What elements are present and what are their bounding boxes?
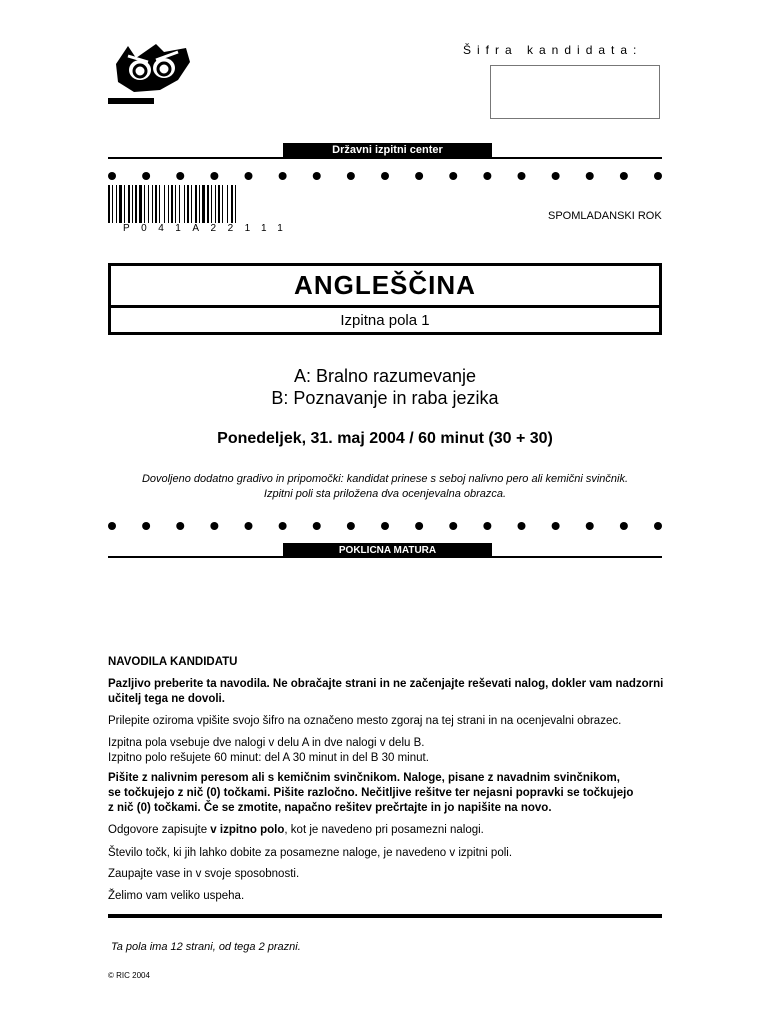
instruction-answers [108, 823, 668, 838]
dot [449, 522, 457, 530]
barcode-bar [187, 185, 189, 223]
barcode-number: P041A22111 [123, 223, 295, 234]
barcode-bar [108, 185, 110, 223]
barcode-bar [128, 185, 130, 223]
instruction-structure [108, 736, 668, 766]
instruction-good-luck: Želimo vam veliko uspeha. [108, 890, 245, 902]
top-divider [108, 157, 662, 159]
copyright: © RIC 2004 [108, 971, 150, 980]
barcode-icon [108, 185, 306, 223]
barcode-bar [211, 185, 212, 223]
barcode-bar [139, 185, 142, 223]
dot [347, 172, 355, 180]
instruction-writing [108, 771, 668, 816]
barcode-bar [112, 185, 113, 223]
middle-divider [108, 556, 662, 558]
barcode-bar [202, 185, 205, 223]
dot [654, 172, 662, 180]
part-b-title: B: Poznavanje in raba jezika [271, 388, 499, 408]
dot [654, 522, 662, 530]
instruction-structure-line-1: Izpitna pola vsebuje dve nalogi v delu A in dve nalogi v delu B. [108, 737, 425, 749]
dot [210, 522, 218, 530]
barcode-bar [171, 185, 173, 223]
dot [620, 522, 628, 530]
instruction-writing-line-1: Pišite z nalivnim peresom ali s kemičnim svinčnikom. Naloge, pisane z navadnim svinčnikom, [108, 772, 620, 784]
dot [620, 172, 628, 180]
dot [142, 522, 150, 530]
barcode-bar [132, 185, 133, 223]
instruction-code: Prilepite oziroma vpišite svojo šifro na označeno mesto zgoraj na tej strani in na ocenjevalni obrazec. [108, 715, 622, 727]
barcode-bar [199, 185, 200, 223]
dot [483, 172, 491, 180]
barcode-bar [148, 185, 149, 223]
barcode-bar [159, 185, 160, 223]
dot [586, 172, 594, 180]
candidate-code-label: Šifra kandidata: [463, 43, 643, 57]
barcode-bar [144, 185, 145, 223]
candidate-code-field[interactable] [490, 65, 660, 119]
barcode-bar [168, 185, 169, 223]
instruction-read-carefully: Pazljivo preberite ta navodila. Ne obračajte strani in ne začenjajte reševati nalog, dokler vam nadzorni učitelj tega ne dovoli. [108, 678, 664, 705]
dot [279, 522, 287, 530]
barcode-bar [175, 185, 176, 223]
instruction-writing-line-3: z nič (0) točkami. Če se zmotite, napačno rešitev prečrtajte in jo napišite na novo. [108, 802, 552, 814]
instruction-answers-post: , kot je navedeno pri posamezni nalogi. [284, 824, 484, 836]
subject-title: ANGLEŠČINA [294, 270, 476, 300]
title-separator [108, 305, 662, 308]
dot [552, 522, 560, 530]
barcode-bar [191, 185, 192, 223]
barcode-bar [215, 185, 216, 223]
barcode-bar [218, 185, 220, 223]
instruction-structure-line-2: Izpitno polo rešujete 60 minut: del A 30 minut in del B 30 minut. [108, 752, 429, 764]
barcode-bar [164, 185, 165, 223]
barcode-bar [119, 185, 122, 223]
instruction-answers-bold: v izpitno polo [210, 824, 285, 836]
dot [142, 172, 150, 180]
barcode-bar [184, 185, 185, 223]
allowed-materials: Dovoljeno dodatno gradivo in pripomočki: kandidat prinese s seboj nalivno pero ali kemični svinčnik. [141, 473, 629, 485]
dot [313, 172, 321, 180]
barcode-bar [135, 185, 137, 223]
barcode-bar [152, 185, 153, 223]
dot [347, 522, 355, 530]
dot [245, 522, 253, 530]
barcode-bar [235, 185, 236, 223]
dot [245, 172, 253, 180]
dot-row-top [108, 171, 662, 181]
exam-date-duration: Ponedeljek, 31. maj 2004 / 60 minut (30 + 30) [217, 430, 553, 447]
dot [415, 522, 423, 530]
dot [313, 522, 321, 530]
attached-forms-note: Izpitni poli sta priložena dva ocenjevalna obrazca. [263, 488, 507, 500]
barcode-bar [124, 185, 125, 223]
dot [586, 522, 594, 530]
dot [108, 172, 116, 180]
barcode-bar [195, 185, 197, 223]
dot [108, 522, 116, 530]
dot-row-middle [108, 521, 662, 531]
owl-logo-icon [108, 40, 194, 104]
dot [415, 172, 423, 180]
dot [518, 522, 526, 530]
dot [483, 522, 491, 530]
part-a-title: A: Bralno razumevanje [293, 366, 477, 386]
exam-session: SPOMLADANSKI ROK [548, 210, 662, 222]
instruction-answers-pre: Odgovore zapisujte [108, 824, 211, 836]
exam-type-bar: POKLICNA MATURA [283, 543, 492, 558]
dot [449, 172, 457, 180]
page-count-note: Ta pola ima 12 strani, od tega 2 prazni. [111, 941, 301, 953]
dot [552, 172, 560, 180]
dot [176, 172, 184, 180]
barcode-bar [116, 185, 117, 223]
barcode-bar [231, 185, 233, 223]
dot [176, 522, 184, 530]
center-name-bar: Državni izpitni center [283, 143, 492, 158]
barcode-bar [207, 185, 209, 223]
dot [279, 172, 287, 180]
barcode-bar [155, 185, 157, 223]
instruction-confidence: Zaupajte vase in v svoje sposobnosti. [108, 868, 300, 880]
dot [210, 172, 218, 180]
bottom-divider [108, 914, 662, 918]
barcode-bar [222, 185, 223, 223]
instruction-writing-line-2: se točkujejo z nič (0) točkami. Pišite razločno. Nečitljive rešitve ter nejasni popravki se točkujejo [108, 787, 634, 799]
barcode-bar [227, 185, 228, 223]
exam-paper-label: Izpitna pola 1 [340, 312, 430, 329]
dot [518, 172, 526, 180]
instruction-points: Število točk, ki jih lahko dobite za posamezne naloge, je navedeno v izpitni poli. [108, 847, 513, 859]
dot [381, 172, 389, 180]
dot [381, 522, 389, 530]
instructions-heading: NAVODILA KANDIDATU [108, 656, 238, 668]
barcode-bar [179, 185, 180, 223]
